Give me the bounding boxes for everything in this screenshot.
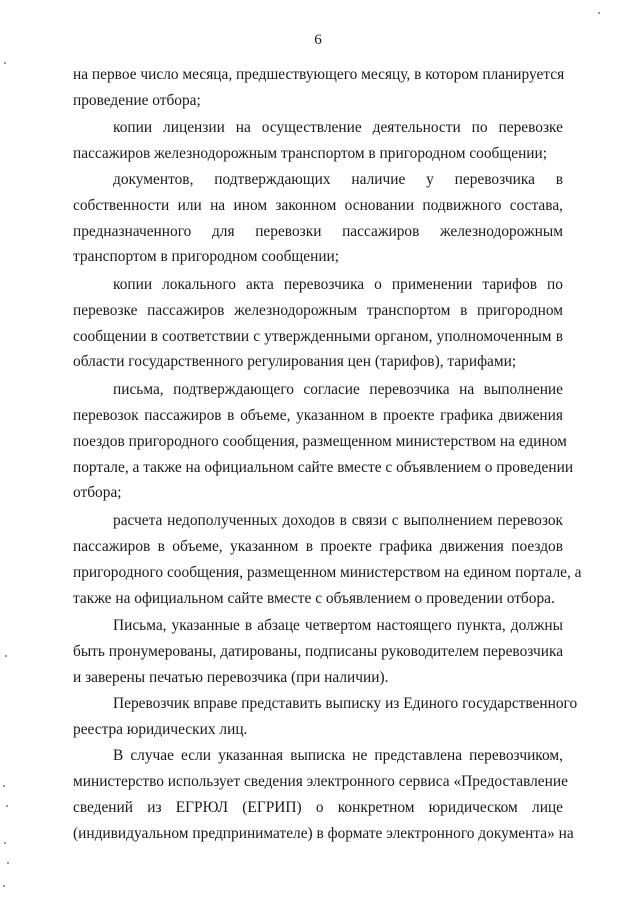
text-line: В случае если указанная выписка не представлена перевозчиком, xyxy=(113,747,563,764)
text-line: поездов пригородного сообщения, размещенном министерством на едином xyxy=(73,433,567,450)
text-line: перевозок пассажиров в объеме, указанном в проекте графика движения xyxy=(73,407,563,424)
text-line: также на официальном сайте вместе с объявлением о проведении отбора. xyxy=(73,590,555,607)
text-line: Перевозчик вправе представить выписку из Единого государственного xyxy=(113,695,578,712)
text-line: портале, а также на официальном сайте вместе с объявлением о проведении xyxy=(73,459,574,476)
text-line: проведение отбора; xyxy=(73,92,201,109)
text-line: и заверены печатью перевозчика (при наличии). xyxy=(73,669,389,686)
text-line: транспортом в пригородном сообщении; xyxy=(73,248,340,265)
text-line: отбора; xyxy=(73,484,122,501)
scan-speck xyxy=(598,12,600,14)
text-line: перевозке пассажиров железнодорожным транспортом в пригородном xyxy=(73,302,563,319)
text-line: Письма, указанные в абзаце четвертом настоящего пункта, должны xyxy=(113,617,563,634)
text-line: письма, подтверждающего согласие перевозчика на выполнение xyxy=(113,381,563,398)
text-line: копии лицензии на осуществление деятельности по перевозке xyxy=(113,119,563,136)
scan-speck xyxy=(3,785,5,787)
text-line: реестра юридических лиц. xyxy=(73,721,248,738)
text-line: быть пронумерованы, датированы, подписаны руководителем перевозчика xyxy=(73,643,564,660)
text-line: пассажиров в объеме, указанном в проекте графика движения поездов xyxy=(73,538,563,555)
text-line: копии локального акта перевозчика о применении тарифов по xyxy=(113,276,563,293)
text-line: пригородного сообщения, размещенном министерством на едином портале, а xyxy=(73,564,582,581)
text-line: сведений из ЕГРЮЛ (ЕГРИП) о конкретном юридическом лице xyxy=(73,799,563,816)
text-line: собственности или на ином законном основании подвижного состава, xyxy=(73,197,563,214)
scan-speck xyxy=(7,862,9,864)
scan-speck xyxy=(6,805,8,807)
scan-speck xyxy=(4,842,6,844)
text-line: области государственного регулирования цен (тарифов), тарифами; xyxy=(73,353,517,370)
scan-speck xyxy=(3,885,5,887)
text-line: сообщении в соответствии с утвержденными органом, уполномоченным в xyxy=(73,328,563,345)
scan-speck xyxy=(5,655,7,657)
text-line: документов, подтверждающих наличие у перевозчика в xyxy=(113,171,563,188)
page-number: 6 xyxy=(314,32,322,48)
text-line: на первое число месяца, предшествующего месяцу, в котором планируется xyxy=(73,66,565,83)
text-line: (индивидуальном предпринимателе) в формате электронного документа» на xyxy=(73,825,574,842)
text-line: министерство использует сведения электронного сервиса «Предоставление xyxy=(73,773,568,790)
text-line: предназначенного для перевозки пассажиров железнодорожным xyxy=(73,223,563,240)
scan-speck xyxy=(4,62,6,64)
text-line: расчета недополученных доходов в связи с выполнением перевозок xyxy=(113,512,563,529)
text-line: пассажиров железнодорожным транспортом в пригородном сообщении; xyxy=(73,145,548,162)
